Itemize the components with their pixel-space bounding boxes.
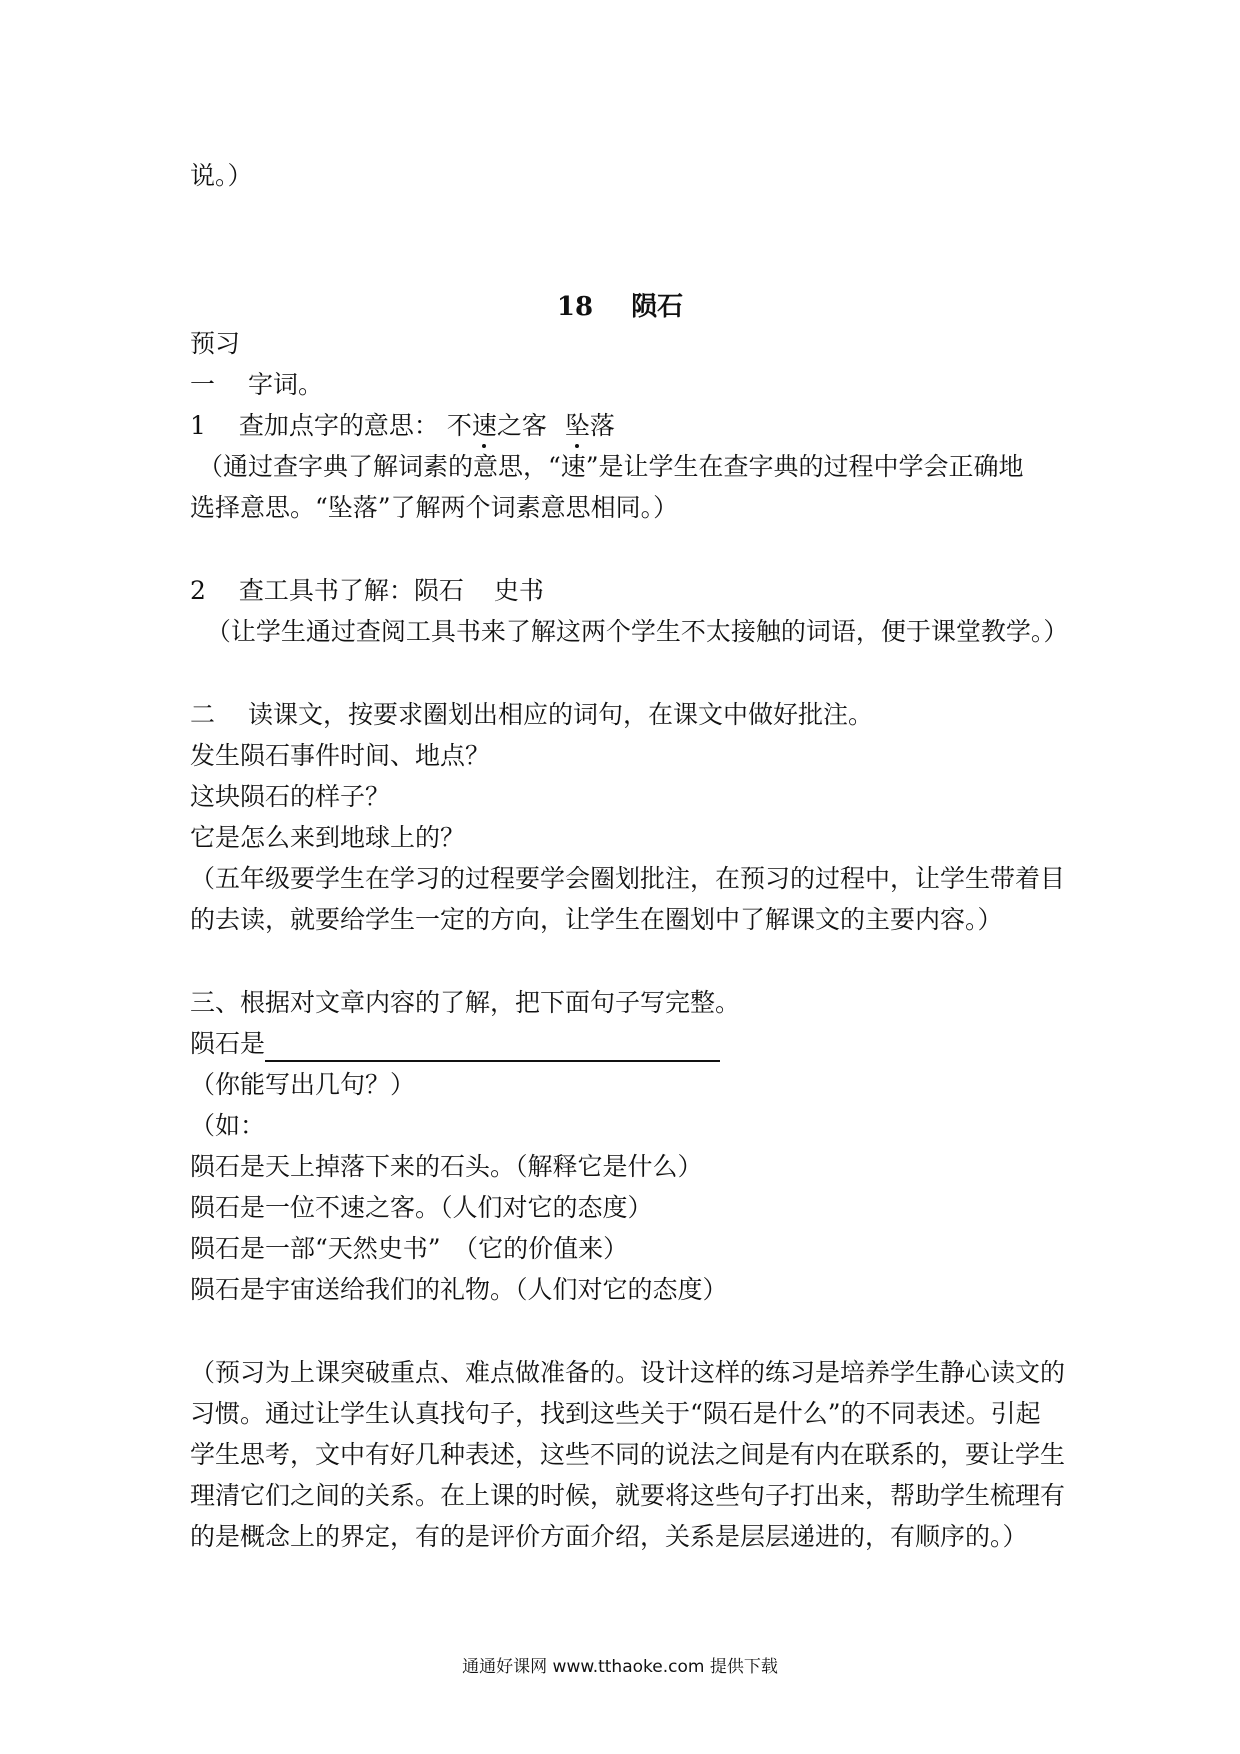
- section1-heading: 一 字词。: [190, 370, 323, 399]
- preview-heading: 预习: [190, 329, 241, 358]
- example-2: 陨石是一位不速之客。（人们对它的态度）: [190, 1193, 653, 1222]
- section2-note-line-1: （五年级要学生在学习的过程要学会圈划批注，在预习的过程中，让学生带着目: [190, 864, 1066, 893]
- section3-note-line-4: 理清它们之间的关系。在上课的时候，就要将这些句子打出来，帮助学生梳理有: [190, 1481, 1066, 1510]
- word-1: [447, 411, 547, 440]
- example-open: （如：: [190, 1111, 266, 1140]
- section3-note-line-5: 的是概念上的界定，有的是评价方面介绍，关系是层层递进的，有顺序的。）: [190, 1522, 1028, 1551]
- question-2-word: 史书: [493, 576, 544, 605]
- word-1-char: 不: [446, 411, 472, 440]
- question-1-prefix: 1 查加点字的意思：: [190, 411, 439, 440]
- fill-in-line: [190, 1026, 720, 1062]
- fill-in-blank[interactable]: [265, 1034, 720, 1062]
- continued-text: 说。）: [190, 161, 253, 190]
- section2-note-line-2: 的去读，就要给学生一定的方向，让学生在圈划中了解课文的主要内容。）: [190, 905, 1003, 934]
- fill-in-prefix: 陨石是: [190, 1029, 266, 1058]
- word-1-rest: 之客: [496, 411, 547, 440]
- lesson-name: 陨石: [631, 292, 684, 322]
- dotted-char-su: 速: [472, 408, 497, 444]
- question-2: [190, 573, 544, 609]
- dotted-char-zhui: 坠: [565, 408, 590, 444]
- section2-question-3: 它是怎么来到地球上的？: [190, 823, 466, 852]
- section3-hint: （你能写出几句？）: [190, 1070, 416, 1099]
- note-1-line-1: （通过查字典了解词素的意思，“速”是让学生在查字典的过程中学会正确地: [190, 452, 1024, 481]
- section2-question-1: 发生陨石事件时间、地点？: [190, 741, 491, 770]
- question-2-prefix: 2 查工具书了解：陨石: [190, 576, 464, 605]
- lesson-title: [0, 286, 1240, 323]
- question-1: [190, 408, 615, 444]
- section3-note-line-3: 学生思考，文中有好几种表述，这些不同的说法之间是有内在联系的，要让学生: [190, 1440, 1066, 1469]
- example-4: 陨石是宇宙送给我们的礼物。（人们对它的态度）: [190, 1275, 728, 1304]
- section2-question-2: 这块陨石的样子？: [190, 782, 391, 811]
- note-1-line-2: 选择意思。“坠落”了解两个词素意思相同。）: [190, 493, 679, 522]
- section2-heading: 二 读课文，按要求圈划出相应的词句，在课文中做好批注。: [190, 700, 873, 729]
- word-2-rest: 落: [589, 411, 615, 440]
- word-2: [565, 411, 615, 440]
- lesson-number: 18: [556, 292, 594, 322]
- note-2: （让学生通过查阅工具书来了解这两个学生不太接触的词语，便于课堂教学。）: [190, 617, 1069, 646]
- section3-note-line-1: （预习为上课突破重点、难点做准备的。设计这样的练习是培养学生静心读文的: [190, 1358, 1066, 1387]
- section3-heading: 三、根据对文章内容的了解，把下面句子写完整。: [190, 988, 741, 1017]
- page-footer: 通通好课网 www.tthaoke.com 提供下载: [462, 1657, 778, 1677]
- section3-note-line-2: 习惯。通过让学生认真找句子，找到这些关于“陨石是什么”的不同表述。引起: [190, 1399, 1041, 1428]
- example-3: 陨石是一部“天然史书” （它的价值来）: [190, 1234, 629, 1263]
- example-1: 陨石是天上掉落下来的石头。（解释它是什么）: [190, 1152, 703, 1181]
